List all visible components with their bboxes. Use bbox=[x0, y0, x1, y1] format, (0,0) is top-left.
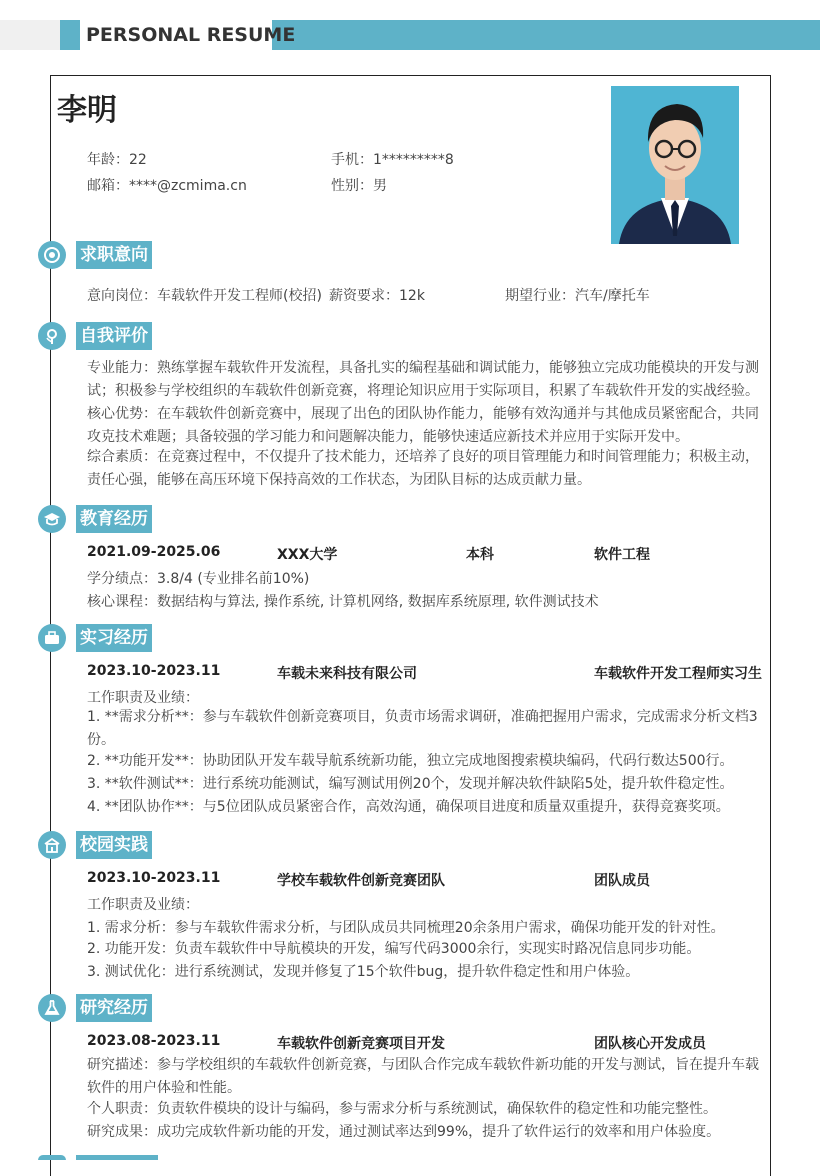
research-role: 团队核心开发成员 bbox=[594, 1036, 706, 1052]
target-icon bbox=[38, 241, 66, 269]
campus-item-3: 3. 测试优化：进行系统测试，发现并修复了15个软件bug，提升软件稳定性和用户体验。 bbox=[87, 964, 640, 980]
candidate-name: 李明 bbox=[57, 93, 117, 128]
email-label: 邮箱： bbox=[87, 178, 129, 194]
section-title: 校园实践 bbox=[76, 831, 152, 859]
campus-org: 学校车载软件创新竞赛团队 bbox=[277, 873, 445, 889]
building-icon bbox=[38, 831, 66, 859]
gender-label: 性别： bbox=[331, 178, 373, 194]
header-bar-left bbox=[0, 20, 60, 50]
flower-icon bbox=[38, 322, 66, 350]
phone-label: 手机： bbox=[331, 152, 373, 168]
age-value: 22 bbox=[129, 152, 147, 168]
edu-school: XXX大学 bbox=[277, 547, 338, 563]
edu-degree: 本科 bbox=[466, 547, 494, 563]
intern-company: 车载未来科技有限公司 bbox=[277, 666, 417, 682]
briefcase-icon bbox=[38, 624, 66, 652]
campus-role: 团队成员 bbox=[594, 873, 650, 889]
phone-info bbox=[331, 149, 454, 169]
edu-major: 软件工程 bbox=[594, 547, 650, 563]
intern-intro: 工作职责及业绩： bbox=[87, 690, 199, 706]
phone-value: 1*********8 bbox=[373, 152, 454, 168]
section-title: 研究经历 bbox=[76, 994, 152, 1022]
salary-text: 薪资要求：12k bbox=[329, 288, 425, 304]
edu-gpa: 学分绩点：3.8/4 (专业排名前10%) bbox=[87, 571, 310, 587]
gender-value: 男 bbox=[373, 178, 387, 194]
research-result: 研究成果：成功完成软件新功能的开发，通过测试率达到99%，提升了软件运行的效率和用户体验度。 bbox=[87, 1124, 721, 1140]
edu-period: 2021.09-2025.06 bbox=[87, 544, 221, 560]
self-eval-p3: 综合素质：在竞赛过程中，不仅提升了技术能力，还培养了良好的项目管理能力和时间管理能力；积极主动，责任心强，能够在高压环境下保持高效的工作状态，为团队目标的达成贡献力量。 bbox=[87, 449, 759, 488]
email-info bbox=[87, 175, 247, 195]
research-project: 车载软件创新竞赛项目开发 bbox=[277, 1036, 445, 1052]
intern-role: 车载软件开发工程师实习生 bbox=[594, 666, 762, 682]
resume-title: PERSONAL RESUME bbox=[86, 24, 296, 46]
next-section-title-bar bbox=[76, 1155, 158, 1160]
age-info bbox=[87, 149, 147, 169]
position-text: 意向岗位：车载软件开发工程师(校招) bbox=[87, 288, 322, 304]
campus-item-2: 2. 功能开发：负责车载软件中导航模块的开发，编写代码3000余行，实现实时路况信息同步功能。 bbox=[87, 941, 701, 957]
graduation-cap-icon bbox=[38, 505, 66, 533]
flask-icon bbox=[38, 994, 66, 1022]
next-section-icon bbox=[38, 1155, 66, 1160]
intern-item-2: 2. **功能开发**：协助团队开发车载导航系统新功能，独立完成地图搜索模块编码，代码行数达500行。 bbox=[87, 753, 734, 769]
section-title: 求职意向 bbox=[76, 241, 152, 269]
section-title: 自我评价 bbox=[76, 322, 152, 350]
industry-text: 期望行业：汽车/摩托车 bbox=[505, 288, 650, 304]
header-bar-right bbox=[272, 20, 820, 50]
edu-courses: 核心课程：数据结构与算法, 操作系统, 计算机网络, 数据库系统原理, 软件测试技术 bbox=[87, 594, 599, 610]
header-bar-accent bbox=[60, 20, 80, 50]
intern-item-3: 3. **软件测试**：进行系统功能测试，编写测试用例20个，发现并解决软件缺陷5处，提升软件稳定性。 bbox=[87, 776, 734, 792]
campus-period: 2023.10-2023.11 bbox=[87, 870, 221, 886]
campus-item-1: 1. 需求分析：参与车载软件需求分析，与团队成员共同梳理20余条用户需求，确保功能开发的针对性。 bbox=[87, 920, 725, 936]
intern-item-4: 4. **团队协作**：与5位团队成员紧密合作，高效沟通，确保项目进度和质量双重提升，获得竞赛奖项。 bbox=[87, 799, 730, 815]
intern-period: 2023.10-2023.11 bbox=[87, 663, 221, 679]
email-value: ****@zcmima.cn bbox=[129, 178, 247, 194]
campus-intro: 工作职责及业绩： bbox=[87, 897, 199, 913]
self-eval-p1: 专业能力：熟练掌握车载软件开发流程，具备扎实的编程基础和调试能力，能够独立完成功能模块的开发与测试；积极参与学校组织的车载软件创新竞赛，将理论知识应用于实际项目，积累了车载软件开发的实战经验。 bbox=[87, 360, 759, 399]
gender-info bbox=[331, 175, 387, 195]
section-title: 教育经历 bbox=[76, 505, 152, 533]
research-desc: 研究描述：参与学校组织的车载软件创新竞赛，与团队合作完成车载软件新功能的开发与测试，旨在提升车载软件的用户体验和性能。 bbox=[87, 1057, 759, 1096]
profile-photo bbox=[611, 86, 739, 244]
self-eval-p2: 核心优势：在车载软件创新竞赛中，展现了出色的团队协作能力，能够有效沟通并与其他成员紧密配合，共同攻克技术难题；具备较强的学习能力和问题解决能力，能够快速适应新技术并应用于实际开发中。 bbox=[87, 406, 759, 445]
section-title: 实习经历 bbox=[76, 624, 152, 652]
age-label: 年龄： bbox=[87, 152, 129, 168]
research-duty: 个人职责：负责软件模块的设计与编码，参与需求分析与系统测试，确保软件的稳定性和功能完整性。 bbox=[87, 1101, 717, 1117]
research-period: 2023.08-2023.11 bbox=[87, 1033, 221, 1049]
intern-item-1: 1. **需求分析**：参与车载软件创新竞赛项目，负责市场需求调研，准确把握用户需求，完成需求分析文档3份。 bbox=[87, 709, 758, 748]
